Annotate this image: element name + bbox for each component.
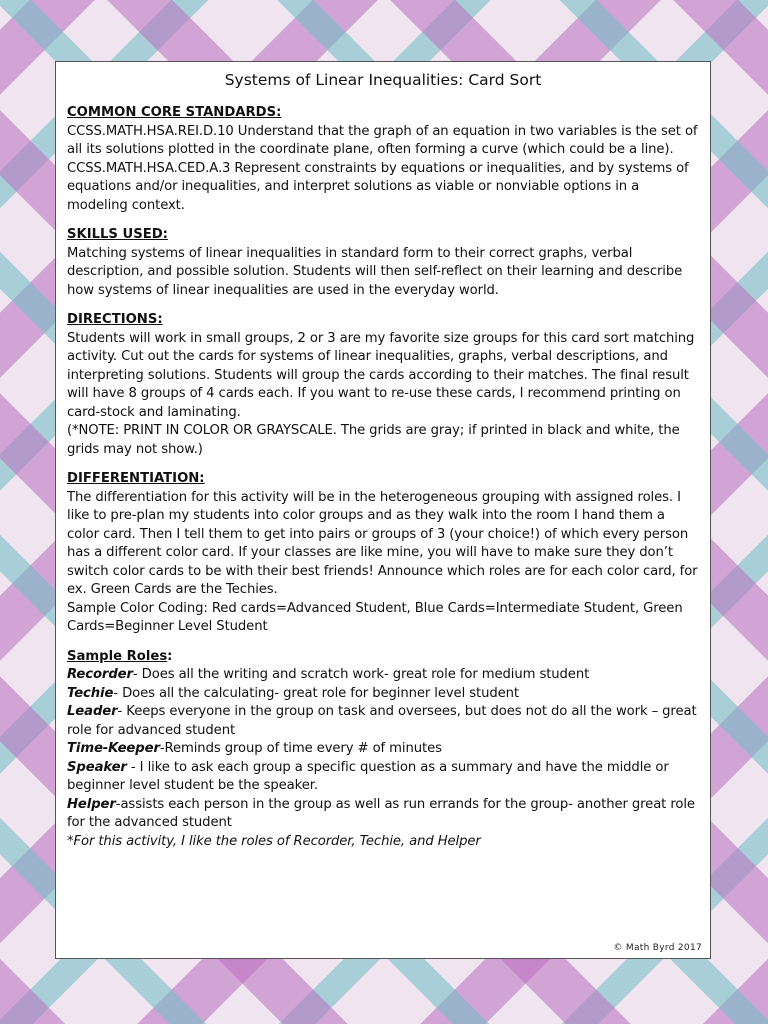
role-item: Leader- Keeps everyone in the group on task and oversees, but does not do all the work – great role for advanced student: [67, 704, 697, 738]
skills-text: Matching systems of linear inequalities in standard form to their correct graphs, verbal description, and possible solution. Students will then self-reflect on their learning and describe how systems of linear inequalities are used in the everyday world.: [67, 245, 683, 298]
differentiation-heading: DIFFERENTIATION:: [67, 471, 205, 486]
directions-section: [67, 311, 699, 459]
directions-heading: DIRECTIONS:: [67, 312, 163, 327]
role-item: Techie- Does all the calculating- great role for beginner level student: [67, 685, 519, 701]
roles-heading: Sample Roles:: [67, 648, 173, 664]
role-item: Time-Keeper-Reminds group of time every # of minutes: [67, 741, 442, 756]
roles-section: [67, 648, 699, 852]
skills-heading: SKILLS USED:: [67, 227, 168, 242]
standards-section: [67, 104, 699, 215]
directions-note: (*NOTE: PRINT IN COLOR OR GRAYSCALE. The grids are gray; if printed in black and white, the grids may not show.): [67, 423, 680, 457]
standard-item: CCSS.MATH.HSA.REI.D.10 Understand that the graph of an equation in two variables is the set of all its solutions plotted in the coordinate plane, often forming a curve (which could be a line).: [67, 123, 698, 157]
role-item: Recorder- Does all the writing and scratch work- great role for medium student: [67, 667, 590, 682]
copyright-text: © Math Byrd 2017: [613, 943, 702, 953]
role-item: Speaker - I like to ask each group a specific question as a summary and have the middle or beginner level student be the speaker.: [67, 759, 669, 793]
document-card: [55, 61, 711, 959]
roles-note: *For this activity, I like the roles of Recorder, Techie, and Helper: [67, 833, 481, 849]
standard-item: CCSS.MATH.HSA.CED.A.3 Represent constraints by equations or inequalities, and by systems of equations and/or inequalities, and interpret solutions as viable or nonviable options in a modeling context.: [67, 160, 689, 213]
differentiation-section: [67, 470, 699, 637]
role-item: Helper-assists each person in the group as well as run errands for the group- another great role for the advanced student: [67, 796, 695, 830]
page-title: Systems of Linear Inequalities: Card Sort: [224, 71, 542, 89]
sample-color-coding: Sample Color Coding: Red cards=Advanced Student, Blue Cards=Intermediate Student, Green Cards=Beginner Level Student: [67, 600, 683, 634]
skills-section: [67, 226, 699, 300]
standards-heading: COMMON CORE STANDARDS:: [67, 105, 282, 120]
directions-text: Students will work in small groups, 2 or 3 are my favorite size groups for this card sort matching activity. Cut out the cards for systems of linear inequalities, graphs, verbal descriptions, and interpreting solutions. Students will group the cards according to their matches. The final result will have 8 groups of 4 cards each. If you want to re-use these cards, I recommend printing on card-stock and laminating.: [67, 330, 695, 420]
differentiation-text: The differentiation for this activity will be in the heterogeneous grouping with assigned roles. I like to pre-plan my students into color groups and as they walk into the room I hand them a color card. Then I tell them to get into pairs or groups of 3 (your choice!) of which every person has a different color card. If your classes are like mine, you will have to make sure they don’t switch color cards to be with their best friends! Announce which roles are for each color card, for ex. Green Cards are the Techies.: [67, 489, 698, 597]
